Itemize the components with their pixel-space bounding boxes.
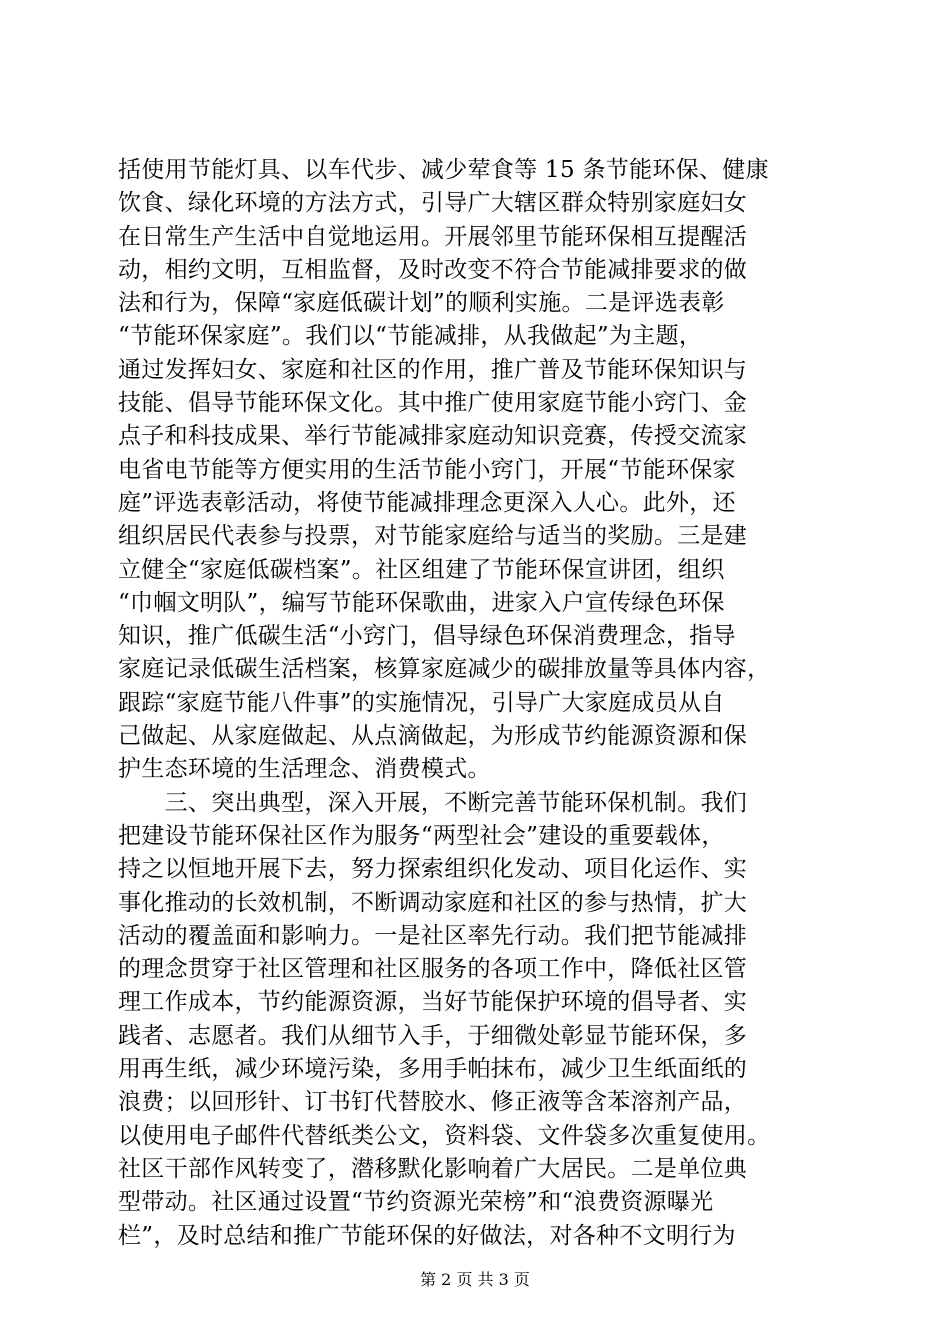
text-line: 己做起、从家庭做起、从点滴做起，为形成节约能源资源和保 [118,723,748,750]
text-line: 技能、倡导节能环保文化。其中推广使用家庭节能小窍门、金 [118,390,748,417]
text-line: 型带动。社区通过设置“节约资源光荣榜”和“浪费资源曝光 [118,1189,714,1216]
text-line: 家庭记录低碳生活档案，核算家庭减少的碳排放量等具体内容， [118,656,771,683]
text-line: 点子和科技成果、举行节能减排家庭动知识竞赛，传授交流家 [118,423,748,450]
text-line: 三、突出典型，深入开展，不断完善节能环保机制。我们 [118,789,748,816]
text-line: 用再生纸，减少环境污染，多用手帕抹布，减少卫生纸面纸的 [118,1056,748,1083]
text-line: “节能环保家庭”。我们以“节能减排，从我做起”为主题， [118,323,703,350]
text-line: 饮食、绿化环境的方法方式，引导广大辖区群众特别家庭妇女 [118,190,748,217]
text-line: 通过发挥妇女、家庭和社区的作用，推广普及节能环保知识与 [118,356,748,383]
page-footer: 第 2 页 共 3 页 [420,1270,530,1289]
text-line: 动，相约文明，互相监督，及时改变不符合节能减排要求的做 [118,256,748,283]
text-line: 事化推动的长效机制，不断调动家庭和社区的参与热情，扩大 [118,889,748,916]
text-line: 浪费；以回形针、订书钉代替胶水、修正液等含苯溶剂产品， [118,1089,748,1116]
body-text [118,154,838,1253]
text-line: 法和行为，保障“家庭低碳计划”的顺利实施。二是评选表彰 [118,290,725,317]
text-line: 理工作成本，节约能源资源，当好节能保护环境的倡导者、实 [118,989,748,1016]
text-line: 以使用电子邮件代替纸类公文，资料袋、文件袋多次重复使用。 [118,1122,771,1149]
text-line: 持之以恒地开展下去，努力探索组织化发动、项目化运作、实 [118,856,748,883]
text-line: 括使用节能灯具、以车代步、减少荤食等 15 条节能环保、健康 [118,157,769,183]
text-line: 在日常生产生活中自觉地运用。开展邻里节能环保相互提醒活 [118,223,748,250]
text-line: 立健全“家庭低碳档案”。社区组建了节能环保宣讲团，组织 [118,556,725,583]
text-line: 的理念贯穿于社区管理和社区服务的各项工作中，降低社区管 [118,956,748,983]
text-line: “巾帼文明队”，编写节能环保歌曲，进家入户宣传绿色环保 [118,589,725,616]
text-line: 栏”，及时总结和推广节能环保的好做法，对各种不文明行为 [118,1222,736,1249]
text-line: 电省电节能等方便实用的生活节能小窍门，开展“节能环保家 [118,456,736,483]
text-line: 活动的覆盖面和影响力。一是社区率先行动。我们把节能减排 [118,922,748,949]
text-line: 社区干部作风转变了，潜移默化影响着广大居民。二是单位典 [118,1155,748,1182]
text-line: 护生态环境的生活理念、消费模式。 [118,756,491,783]
text-line: 践者、志愿者。我们从细节入手，于细微处彰显节能环保，多 [118,1022,748,1049]
text-line: 把建设节能环保社区作为服务“两型社会”建设的重要载体， [118,822,725,849]
text-line: 知识，推广低碳生活“小窍门，倡导绿色环保消费理念，指导 [118,623,736,650]
text-line: 庭”评选表彰活动，将使节能减排理念更深入人心。此外，还 [118,489,736,516]
text-line: 组织居民代表参与投票，对节能家庭给与适当的奖励。三是建 [118,523,748,550]
text-line: 跟踪“家庭节能八件事”的实施情况，引导广大家庭成员从自 [118,689,725,716]
